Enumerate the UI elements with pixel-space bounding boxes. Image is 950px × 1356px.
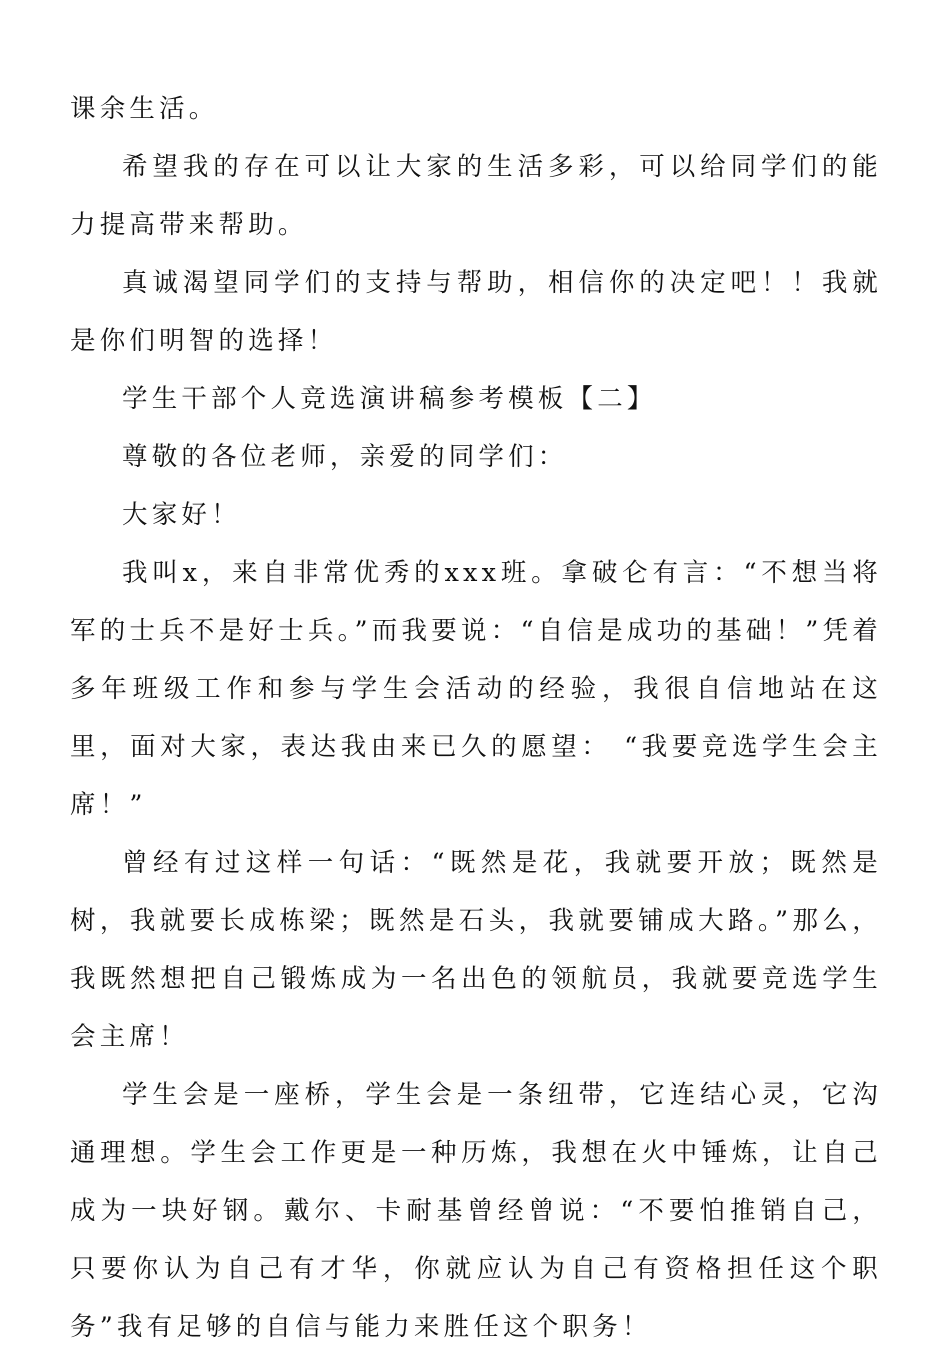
paragraph-8: 曾经有过这样一句话：“既然是花，我就要开放；既然是树，我就要长成栋梁；既然是石头，我就要铺成大路。”那么，我既然想把自己锻炼成为一名出色的领航员，我就要竞选学生会主席！	[70, 848, 882, 1052]
document-page	[70, 80, 882, 1356]
salutation: 尊敬的各位老师，亲爱的同学们：	[122, 442, 568, 472]
greeting: 大家好！	[122, 500, 241, 530]
paragraph-1: 课余生活。	[70, 94, 219, 124]
paragraph-9: 学生会是一座桥，学生会是一条纽带，它连结心灵，它沟通理想。学生会工作更是一种历炼，我想在火中锤炼，让自己成为一块好钢。戴尔、卡耐基曾经曾说：“不要怕推销自己，只要你认为自己有才华，你就应认为自己有资格担任这个职务”我有足够的自信与能力来胜任这个职务！	[70, 1080, 882, 1342]
paragraph-3: 真诚渴望同学们的支持与帮助，相信你的决定吧！！我就是你们明智的选择！	[70, 268, 882, 356]
section-heading: 学生干部个人竞选演讲稿参考模板【二】	[122, 384, 657, 414]
paragraph-7: 我叫x，来自非常优秀的xxx班。拿破仑有言：“不想当将军的士兵不是好士兵。”而我要说：“自信是成功的基础！”凭着多年班级工作和参与学生会活动的经验，我很自信地站在这里，面对大家，表达我由来已久的愿望： “我要竞选学生会主席！”	[70, 558, 882, 820]
paragraph-2: 希望我的存在可以让大家的生活多彩，可以给同学们的能力提高带来帮助。	[70, 152, 882, 240]
